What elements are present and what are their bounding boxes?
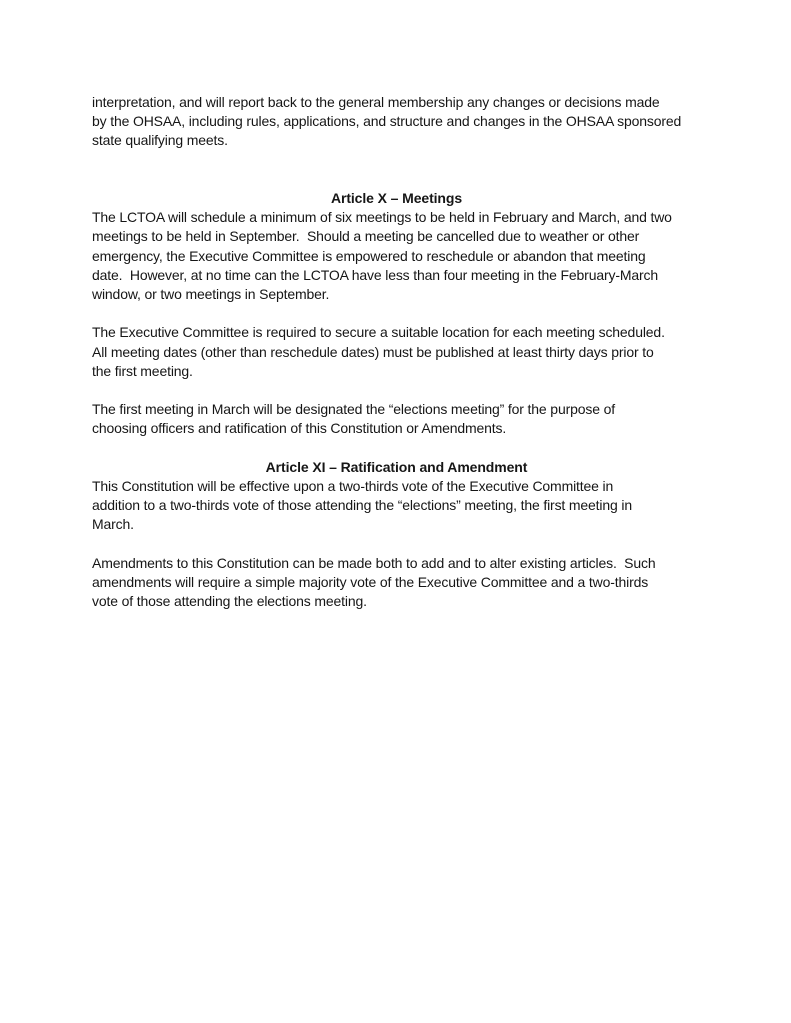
text-line: vote of those attending the elections meeting. (92, 593, 367, 610)
blank-line (92, 304, 701, 323)
text-line: The first meeting in March will be designated the “elections meeting” for the purpose of (92, 401, 615, 418)
paragraph-meeting-schedule (92, 208, 701, 304)
paragraph-ohsaa-report (92, 93, 701, 151)
text-line: choosing officers and ratification of this Constitution or Amendments. (92, 420, 507, 437)
text-line: amendments will require a simple majority vote of the Executive Committee and a two-thirds (92, 574, 649, 590)
text-line: March. (92, 516, 134, 533)
article-x-heading: Article X – Meetings (330, 190, 463, 206)
text-line: interpretation, and will report back to the general membership any changes or decisions made (92, 94, 660, 110)
paragraph-amendments (92, 554, 701, 612)
paragraph-meeting-location (92, 323, 701, 381)
text-line: state qualifying meets. (92, 132, 228, 149)
text-line: The Executive Committee is required to secure a suitable location for each meeting scheduled. (92, 324, 665, 341)
text-line: by the OHSAA, including rules, applications, and structure and changes in the OHSAA sponsored (92, 113, 682, 130)
text-line: date. However, at no time can the LCTOA have less than four meeting in the February-March (92, 266, 658, 283)
text-line: The LCTOA will schedule a minimum of six meetings to be held in February and March, and two (92, 209, 672, 226)
paragraph-elections-meeting (92, 400, 701, 438)
text-line: window, or two meetings in September. (92, 286, 330, 303)
blank-line (92, 535, 701, 554)
text-line: Amendments to this Constitution can be made both to add and to alter existing articles. Such (92, 554, 656, 571)
paragraph-ratification (92, 477, 701, 535)
text-line: emergency, the Executive Committee is empowered to reschedule or abandon that meeting (92, 247, 646, 264)
text-line: the first meeting. (92, 362, 193, 379)
text-line: addition to a two-thirds vote of those attending the “elections” meeting, the first meeting in (92, 497, 632, 514)
text-line: All meeting dates (other than reschedule dates) must be published at least thirty days prior to (92, 343, 654, 360)
blank-lines (92, 151, 701, 189)
blank-line (92, 381, 701, 400)
blank-line (92, 439, 701, 458)
text-line: This Constitution will be effective upon a two-thirds vote of the Executive Committee in (92, 478, 614, 494)
text-line: meetings to be held in September. Should a meeting be cancelled due to weather or other (92, 228, 640, 245)
article-xi-heading: Article XI – Ratification and Amendment (265, 458, 528, 475)
